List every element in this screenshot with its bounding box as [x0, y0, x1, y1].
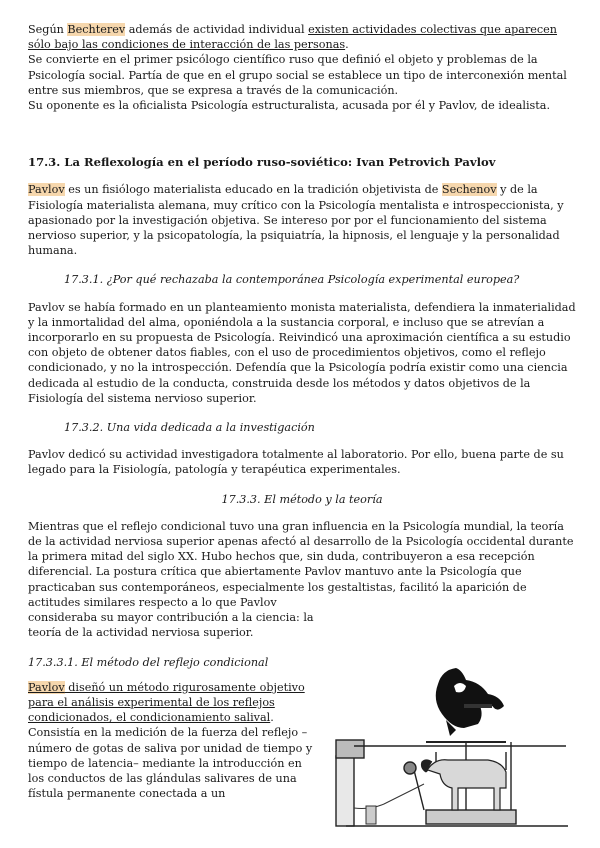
text: Su oponente es la oficialista Psicología estructuralista, acusada por él y Pavlov, de idealista.: [28, 99, 551, 113]
paragraph-method-theory: Mientras que el reflejo condicional tuvo una gran influencia en la Psicología mundial, la teoría de la actividad nerviosa superior apenas afectó al desarrollo de la Psicología occidental durante la primera mitad del siglo XX. Hubo hechos que, sin duda, contribuyeron a esa recepción diferencial. La postura crítica que abiertamente Pavlov mantuvo ante la Psicología que practicaban sus contemporáneos, especialmente los gestaltistas, facilitó la aparición de actitudes similares respecto a lo que Pavlov: [28, 519, 574, 609]
text: Se convierte en el primer psicólogo científico ruso que definió el objeto y problemas de la Psicología social. Partía de que en el grupo social se establece un tipo de interconexión mental entre sus miembros, que se expresa a través de la comunicación.: [28, 53, 567, 97]
subsection-heading-2: 17.3.2. Una vida dedicada a la investigación: [64, 421, 315, 435]
collection-tube: [354, 784, 424, 824]
section-heading: 17.3. La Reflexología en el período ruso-soviético: Ivan Petrovich Pavlov: [28, 155, 496, 170]
highlight-pavlov: Pavlov: [28, 183, 65, 197]
highlight-bechterev: Bechterev: [67, 23, 126, 36]
dog-icon: [422, 760, 507, 810]
text: Según: [28, 23, 68, 36]
subsection-heading-3: 17.3.3. El método y la teoría: [221, 492, 383, 506]
paragraph-bechterev: [28, 22, 576, 113]
text: es un fisiólogo materialista educado en la tradición objetivista de: [64, 183, 442, 197]
paragraph-conditional-reflex: [28, 680, 320, 802]
highlight-pavlov-2: Pavlov: [28, 680, 65, 694]
highlight-sechenov: Sechenov: [441, 183, 497, 197]
underlined-text: existen actividades colectivas que aparecen sólo bajo las condiciones de interacción de las personas: [28, 23, 558, 52]
text: .: [345, 38, 349, 52]
text: . Consistía en la medición de la fuerza del reflejo –número de gotas de saliva por unidad de tiempo y tiempo de latencia– mediante la introducción en los conductos de las glándulas salivares de una fístula permanente conectada a un: [28, 711, 313, 801]
paragraph-research-life: Pavlov dedicó su actividad investigadora totalmente al laboratorio. Por ello, buena parte de su legado para la Fisiología, patología y terapéutica experimentales.: [28, 448, 564, 477]
paragraph-rejection: Pavlov se había formado en un planteamiento monista materialista, defendiera la inmaterialidad y la inmortalidad del alma, oponiéndola a la sustancia corporal, e incluso que se atrevían a incorporarlo en su propuesta de Psicología. Reivindicó una aproximación científica a su estudio con objeto de obtener datos fiables, con el uso de procedimientos objetivos, como el reflejo condicionado, y no la introspección. Defendía que la Psicología podría existir como una ciencia dedicada al estudio de la conducta, construida desde los métodos y datos objetivos de la Fisiología del sistema nervioso superior.: [28, 300, 576, 405]
paragraph-method-theory-cont: consideraba su mayor contribución a la ciencia: la teoría de la actividad nerviosa superior.: [28, 611, 314, 640]
underlined-text: diseñó un método rigurosamente objetivo para el análisis experimental de los reflejos condicionados, el condicionamiento salival: [28, 680, 305, 725]
dog-head-icon: [436, 668, 504, 736]
pavlov-dog-experiment-illustration: [306, 660, 578, 836]
subsection-heading-1: 17.3.1. ¿Por qué rechazaba la contemporánea Psicología experimental europea?: [64, 273, 520, 287]
text: además de actividad individual: [125, 23, 309, 36]
subsection-heading-4: 17.3.3.1. El método del reflejo condicional: [28, 655, 269, 669]
paragraph-pavlov-intro: [28, 182, 576, 258]
text: y de la Fisiología materialista alemana, muy crítico con la Psicología mentalista e introspeccionista, y apasionado por la investigación objetiva. Se intereso por por el funcionamiento del sistema nervioso superior, y la psicopatología, la psiquiatría, la hipnosis, el lenguaje y la personalidad humana.: [28, 183, 564, 258]
